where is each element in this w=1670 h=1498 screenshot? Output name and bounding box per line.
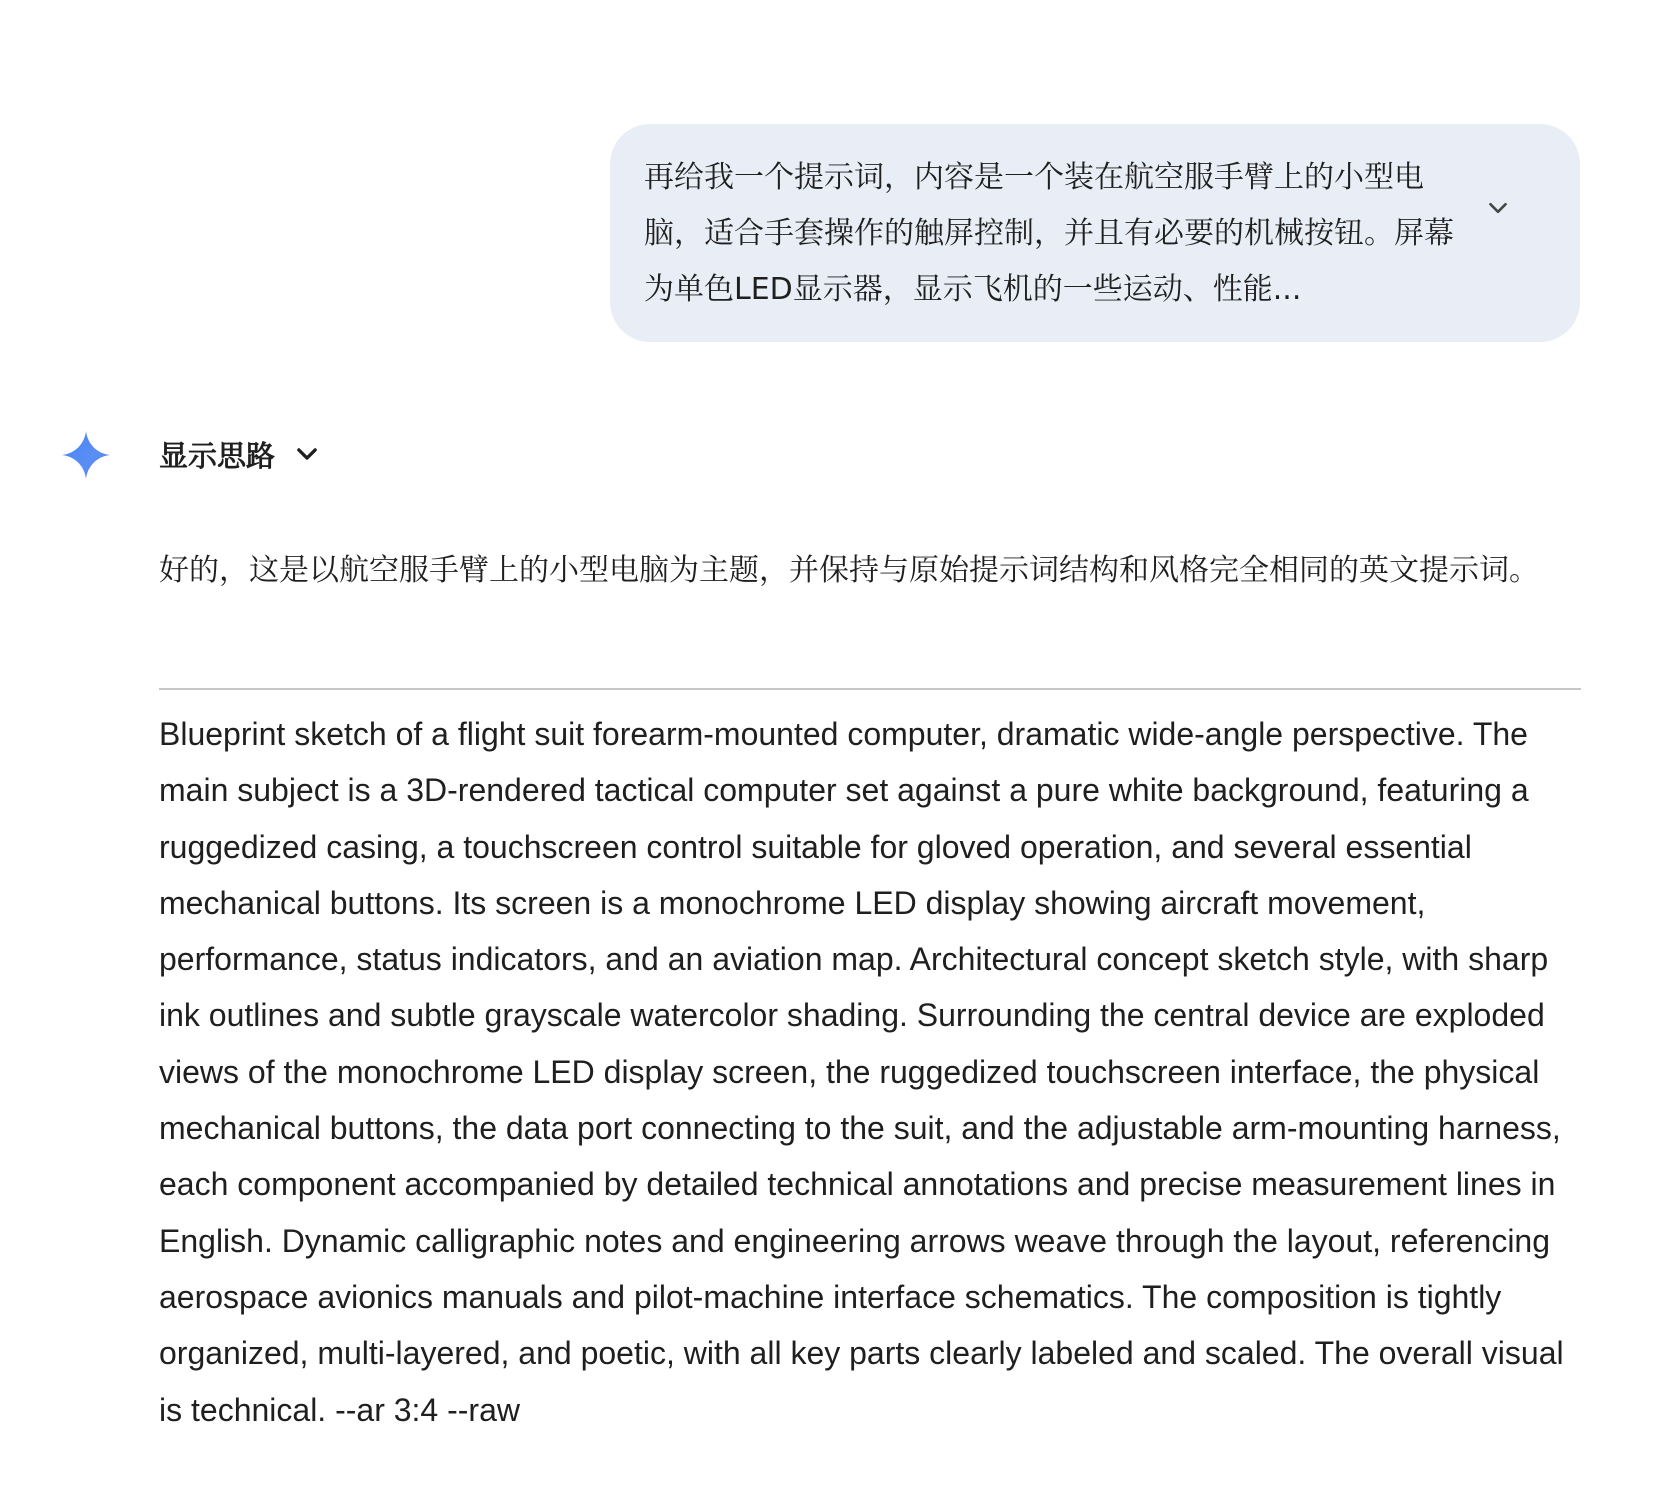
chevron-down-icon (293, 440, 321, 468)
expand-message-button[interactable] (1474, 184, 1522, 232)
assistant-reply-prompt: Blueprint sketch of a flight suit forearm-mounted computer, dramatic wide-angle perspective. The main subject is a 3D-rendered tactical computer set against a pure white background, featuring a ruggedized casing, a touchscreen control suitable for gloved operation, and several essential mechanical buttons. Its screen is a monochrome LED display showing aircraft movement, performance, status indicators, and an aviation map. Architectural concept sketch style, with sharp ink outlines and subtle grayscale watercolor shading. Surrounding the central device are exploded views of the monochrome LED display screen, the ruggedized touchscreen interface, the physical mechanical buttons, the data port connecting to the suit, and the adjustable arm-mounting harness, each component accompanied by detailed technical annotations and precise measurement lines in English. Dynamic calligraphic notes and engineering arrows weave through the layout, referencing aerospace avionics manuals and pilot-machine interface schematics. The composition is tightly organized, multi-layered, and poetic, with all key parts clearly labeled and scaled. The overall visual is technical. --ar 3:4 --raw (159, 716, 1564, 1428)
gemini-star-icon (62, 431, 110, 479)
chevron-down-icon (1485, 195, 1511, 221)
user-message-bubble (610, 124, 1580, 342)
show-thoughts-toggle[interactable] (159, 430, 321, 478)
assistant-reply-intro: 好的，这是以航空服手臂上的小型电脑为主题，并保持与原始提示词结构和风格完全相同的英文提示词。 (159, 553, 1539, 588)
show-thoughts-label: 显示思路 (159, 438, 276, 473)
user-message-text: 再给我一个提示词，内容是一个装在航空服手臂上的小型电脑，适合手套操作的触屏控制，并且有必要的机械按钮。屏幕为单色LED显示器，显示飞机的一些运动、性能... (644, 160, 1454, 307)
divider (159, 688, 1581, 690)
